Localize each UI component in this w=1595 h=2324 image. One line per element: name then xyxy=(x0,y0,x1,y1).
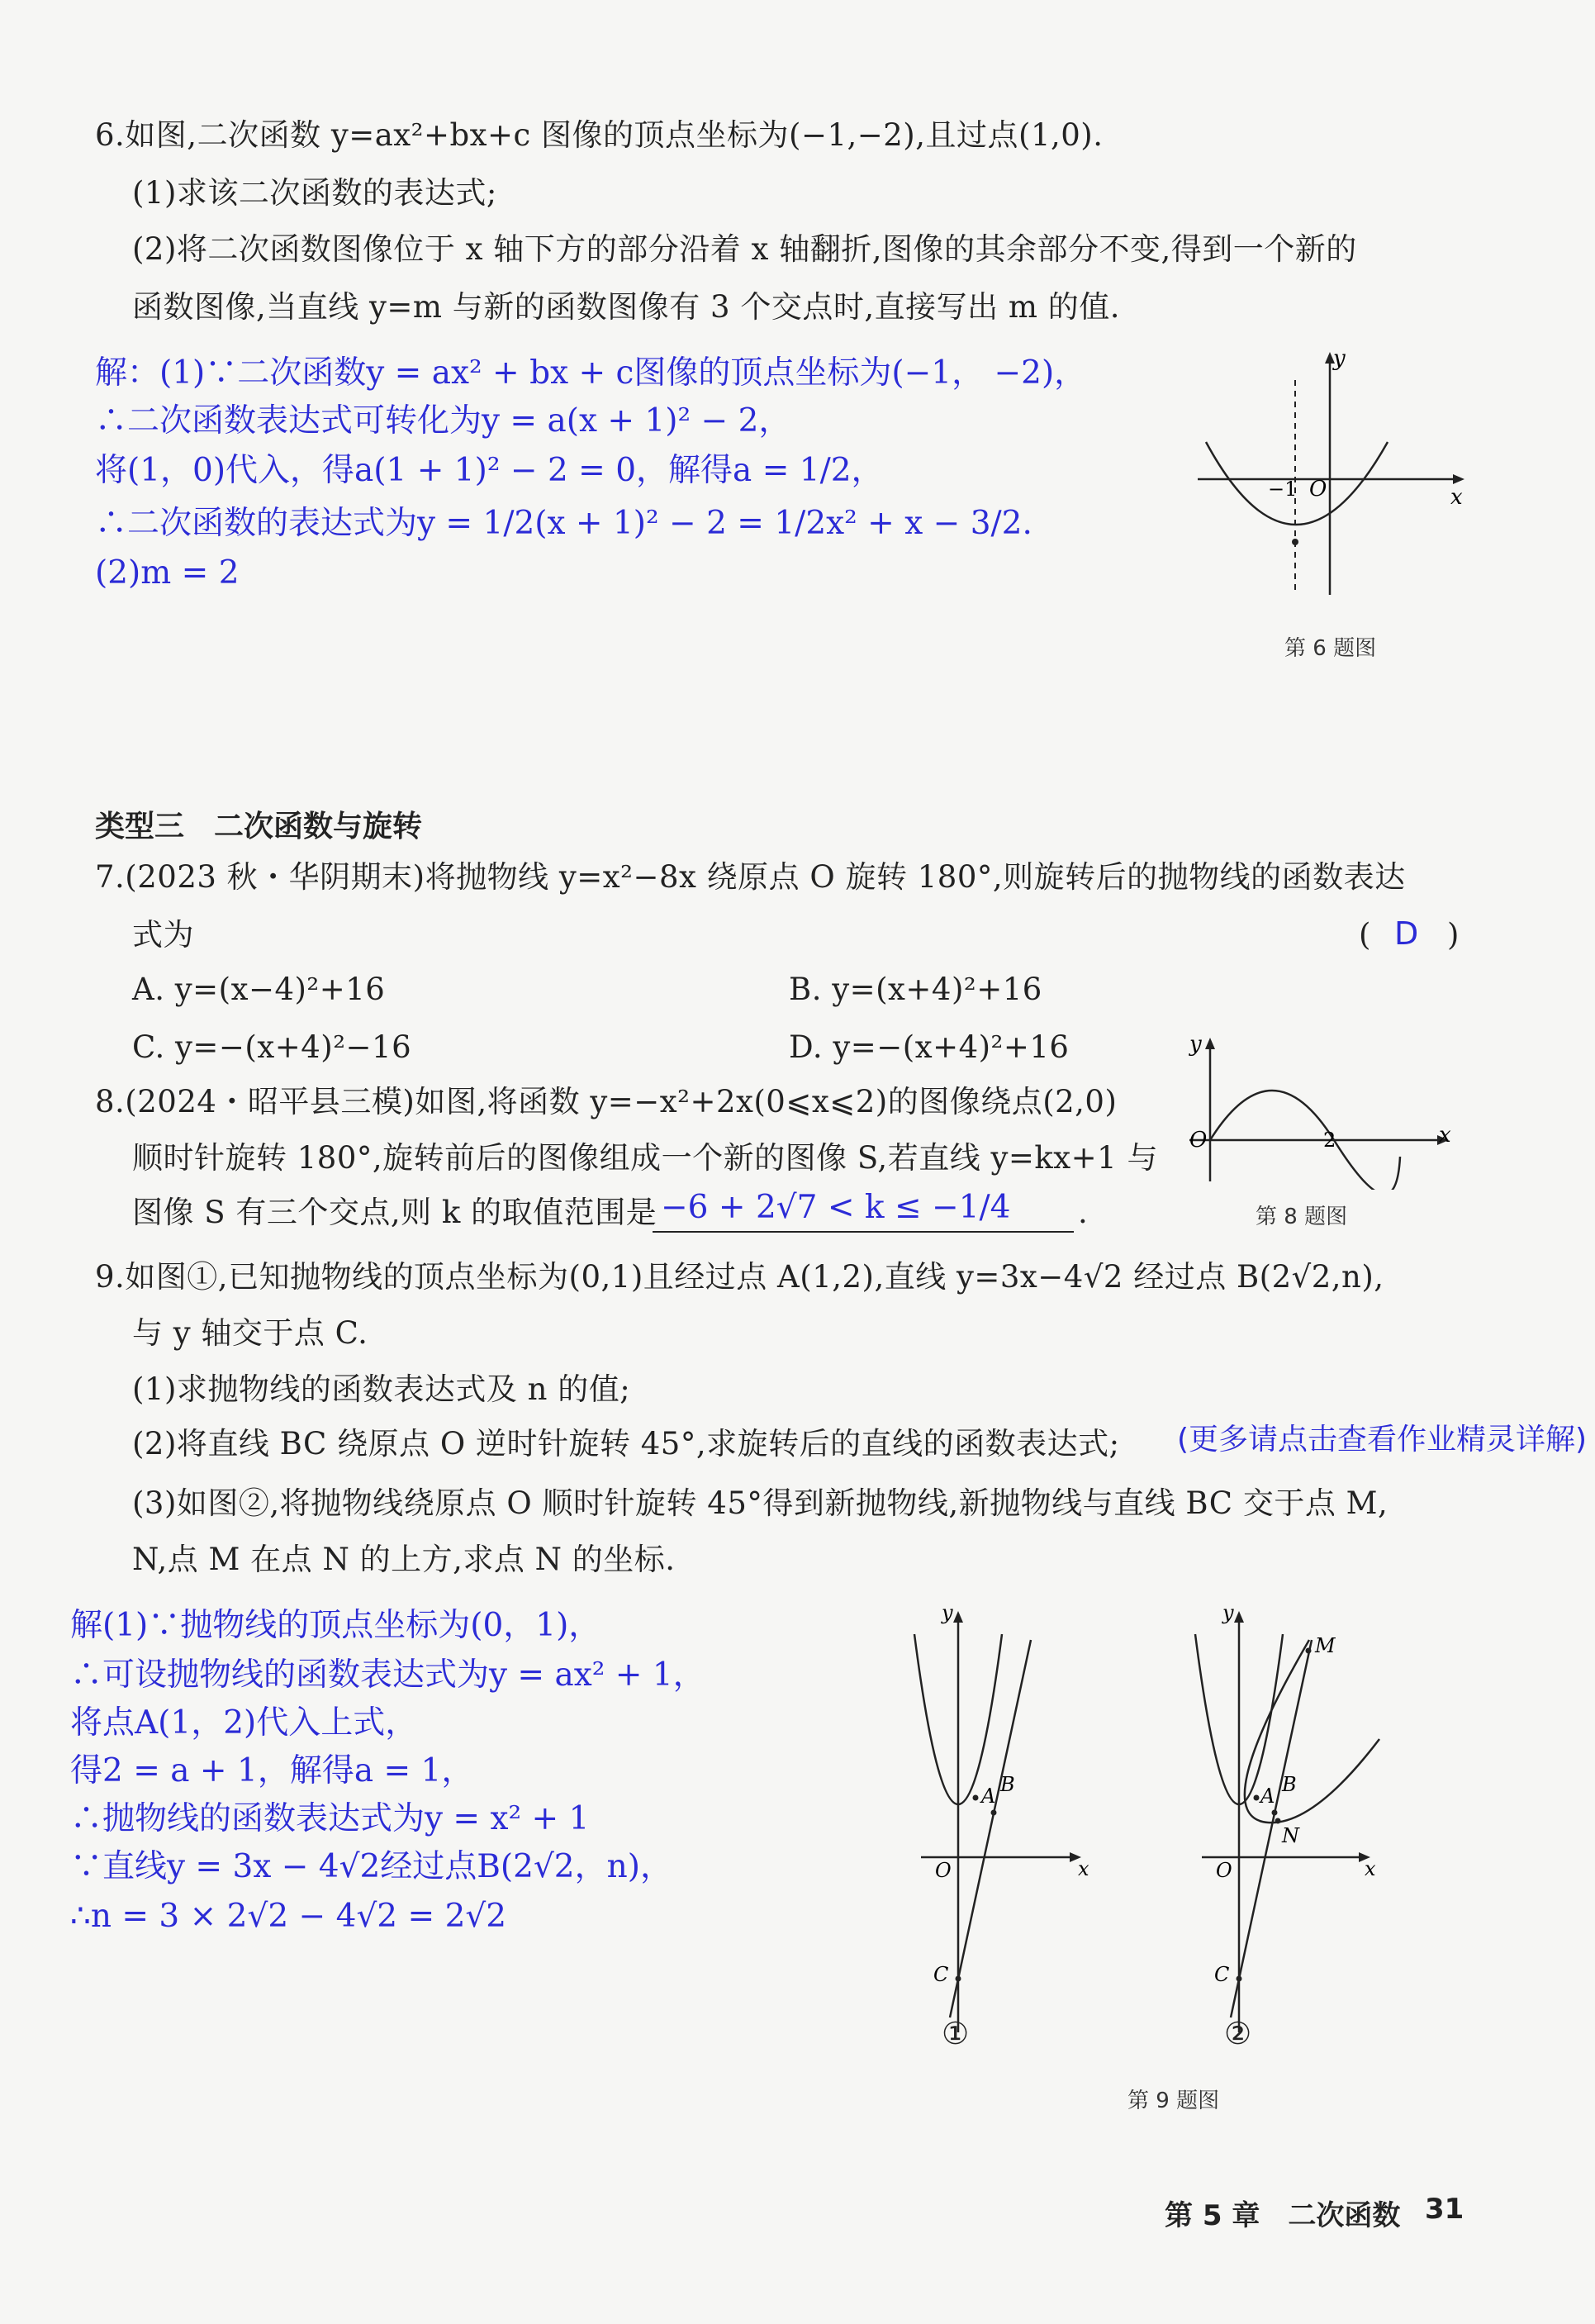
q7-option-b: B. y=(x+4)²+16 xyxy=(789,972,1042,1007)
q9-answer-line1: 解(1)∵抛物线的顶点坐标为(0，1)， xyxy=(70,1607,601,1644)
q8-answer: −6 + 2√7 < k ≤ −1/4 xyxy=(661,1189,1011,1226)
q6-part2: (2)将二次函数图像位于 x 轴下方的部分沿着 x 轴翻折,图像的其余部分不变,得到一个新的 xyxy=(132,231,1357,267)
q9-answer-line5: ∴抛物线的函数表达式为y = x² + 1 xyxy=(70,1800,590,1837)
q9-part3: (3)如图②,将抛物线绕原点 O 顺时针旋转 45°得到新抛物线,新抛物线与直线 BC 交于点 M, xyxy=(132,1485,1389,1521)
q8-x-label: x xyxy=(1439,1123,1451,1148)
q9-part2: (2)将直线 BC 绕原点 O 逆时针旋转 45°,求旋转后的直线的函数表达式; xyxy=(132,1426,1120,1461)
q6-part2-cont: 函数图像,当直线 y=m 与新的函数图像有 3 个交点时,直接写出 m 的值. xyxy=(132,289,1120,325)
q9-answer-line4: 得2 = a + 1，解得a = 1， xyxy=(70,1752,474,1789)
q7-line2: 式为 xyxy=(132,917,194,953)
q9-line1: 9.如图①,已知抛物线的顶点坐标为(0,1)且经过点 A(1,2),直线 y=3x−4√2 经过点 B(2√2,n), xyxy=(95,1259,1384,1295)
q6-line1: 6.如图,二次函数 y=ax²+bx+c 图像的顶点坐标为(−1,−2),且过点(1,0). xyxy=(95,117,1104,153)
q8-origin-label: O xyxy=(1189,1128,1208,1152)
q6-neg1-label: −1 xyxy=(1268,478,1298,501)
more-solutions-link[interactable]: (更多请点击查看作业精灵详解) xyxy=(1177,1423,1588,1457)
q9-answer-line3: 将点A(1，2)代入上式， xyxy=(70,1704,418,1742)
q9-figure-caption: 第 9 题图 xyxy=(1127,2089,1220,2113)
q6-part1: (1)求该二次函数的表达式; xyxy=(132,175,497,211)
q7-line1: 7.(2023 秋・华阴期末)将抛物线 y=x²−8x 绕原点 O 旋转 180°,则旋转后的抛物线的函数表达 xyxy=(95,859,1406,895)
section-title: 类型三 二次函数与旋转 xyxy=(95,810,423,844)
q9f2-point-c: C xyxy=(1214,1963,1230,1986)
q9f1-line-bc xyxy=(950,1640,1031,2017)
q9-part1: (1)求抛物线的函数表达式及 n 的值; xyxy=(132,1371,631,1407)
q9f2-point-b: B xyxy=(1282,1773,1297,1796)
q8-y-label: y xyxy=(1189,1033,1202,1057)
q6-figure xyxy=(1189,347,1470,611)
q6-x-label: x xyxy=(1450,485,1463,510)
q9-figure-2-label: ② xyxy=(1224,2016,1252,2051)
q8-period: . xyxy=(1078,1195,1089,1230)
q9f1-y-label: y xyxy=(942,1601,953,1624)
q9-part3-cont: N,点 M 在点 N 的上方,求点 N 的坐标. xyxy=(132,1542,676,1577)
q6-answer-line5: (2)m = 2 xyxy=(95,554,240,592)
q9-answer-line6: ∵直线y = 3x − 4√2经过点B(2√2，n)， xyxy=(70,1848,672,1885)
q9f2-line-bc xyxy=(1231,1640,1312,2017)
q6-y-label: y xyxy=(1333,347,1346,371)
q9f1-point-b: B xyxy=(1000,1773,1015,1796)
q6-answer-line2: ∴二次函数表达式可转化为y = a(x + 1)² − 2， xyxy=(95,402,791,440)
q9-answer-line7: ∴n = 3 × 2√2 − 4√2 = 2√2 xyxy=(70,1898,507,1935)
q7-option-c: C. y=−(x+4)²−16 xyxy=(132,1029,412,1065)
q7-answer: D xyxy=(1394,915,1419,952)
q9-figure-2 xyxy=(1173,1594,1396,2041)
q9f2-x-label: x xyxy=(1365,1857,1376,1880)
q8-figure xyxy=(1181,1033,1462,1190)
q7-answer-close: ) xyxy=(1447,917,1460,953)
q7-option-d: D. y=−(x+4)²+16 xyxy=(789,1029,1070,1065)
q9f2-point-m: M xyxy=(1315,1634,1336,1657)
q8-line1: 8.(2024・昭平县三模)如图,将函数 y=−x²+2x(0⩽x⩽2)的图像绕点(2,0) xyxy=(95,1084,1118,1119)
q6-answer-line1: 解：(1)∵二次函数y = ax² + bx + c图像的顶点坐标为(−1， −2)， xyxy=(95,354,1087,392)
q9-answer-line2: ∴可设抛物线的函数表达式为y = ax² + 1， xyxy=(70,1656,705,1694)
q9f1-origin-label: O xyxy=(935,1859,952,1882)
q9-figure-1-label: ① xyxy=(942,2016,970,2051)
q8-answer-blank xyxy=(653,1231,1074,1233)
q8-line3-pre: 图像 S 有三个交点,则 k 的取值范围是 xyxy=(132,1195,657,1230)
q9f1-x-label: x xyxy=(1078,1857,1089,1880)
page-number: 31 xyxy=(1425,2193,1464,2226)
q6-answer-line3: 将(1，0)代入，得a(1 + 1)² − 2 = 0，解得a = 1/2， xyxy=(95,452,884,489)
q7-option-a: A. y=(x−4)²+16 xyxy=(132,972,386,1007)
q7-answer-open: ( xyxy=(1359,917,1371,953)
q6-vertex xyxy=(1292,539,1298,545)
q6-figure-caption: 第 6 题图 xyxy=(1284,636,1377,661)
q9f2-origin-label: O xyxy=(1216,1859,1232,1882)
q9-figure-1 xyxy=(892,1594,1099,2041)
q8-line2: 顺时针旋转 180°,旋转前后的图像组成一个新的图像 S,若直线 y=kx+1 与 xyxy=(132,1140,1158,1176)
q8-two-label: 2 xyxy=(1323,1129,1336,1152)
footer-chapter: 第 5 章 二次函数 xyxy=(1165,2199,1401,2232)
q6-answer-line4: ∴二次函数的表达式为y = 1/2(x + 1)² − 2 = 1/2x² + x − 3/2. xyxy=(95,505,1032,542)
q8-figure-caption: 第 8 题图 xyxy=(1256,1205,1348,1229)
q9f1-point-c: C xyxy=(933,1963,949,1986)
q9f2-y-label: y xyxy=(1222,1601,1234,1624)
q9-line2: 与 y 轴交于点 C. xyxy=(132,1315,368,1351)
q9f1-point-a: A xyxy=(981,1785,996,1808)
q9f2-point-n: N xyxy=(1282,1824,1299,1847)
q6-origin-label: O xyxy=(1309,477,1327,501)
q9f2-point-a: A xyxy=(1260,1785,1275,1808)
